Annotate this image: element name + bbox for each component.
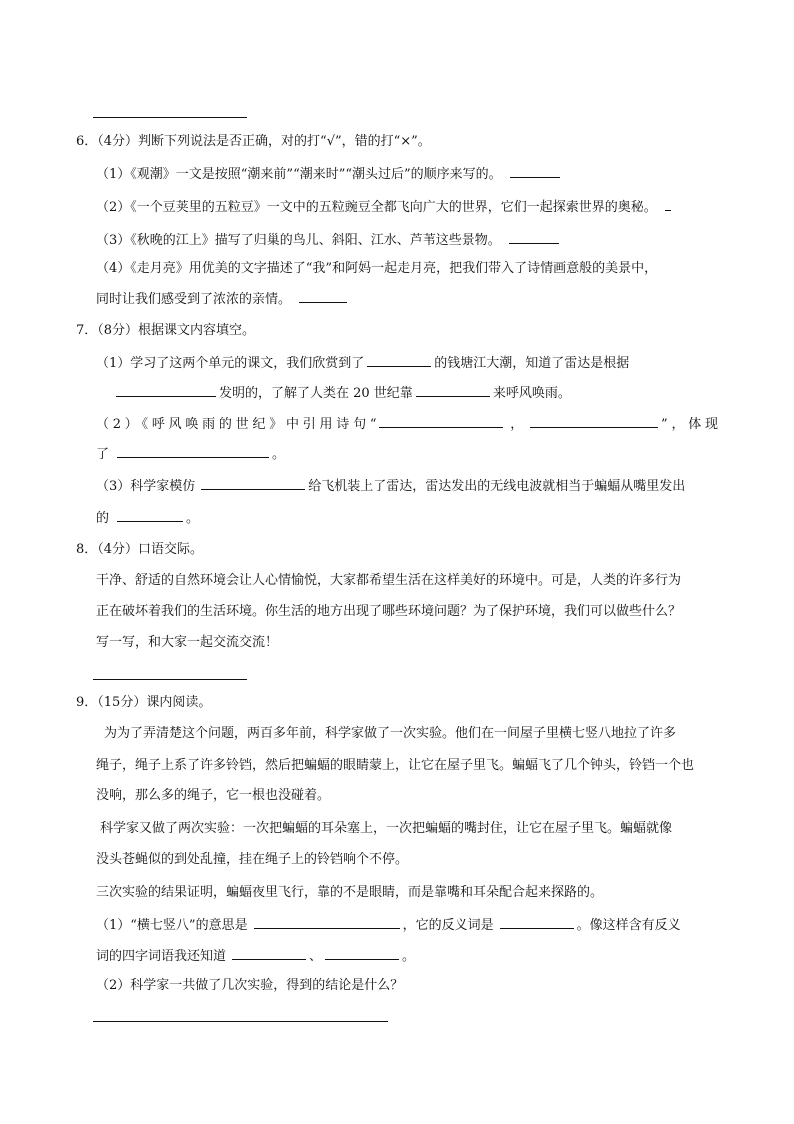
- q7-sub2-c: ”，体现: [661, 417, 718, 432]
- answer-blank[interactable]: [530, 413, 658, 428]
- q9-sub1-d: 词的四字词语我还知道: [96, 949, 227, 964]
- answer-line[interactable]: [93, 117, 247, 118]
- q7-sub2-a: （2）《呼风唤雨的世纪》中引用诗句“: [96, 417, 377, 432]
- q9-sub1-a: （1）“横七竖八”的意思是: [96, 918, 248, 933]
- q8-line-3: 写一写，和大家一起交流交流！: [96, 635, 279, 650]
- q7-sub2-b: ，: [506, 417, 528, 432]
- q7-sub3-line1: [96, 475, 685, 497]
- q7-sub3-c: 的: [96, 511, 110, 526]
- answer-blank[interactable]: [201, 475, 305, 490]
- answer-blank[interactable]: [509, 229, 559, 244]
- q9-sub1-f: 。: [402, 949, 416, 964]
- q7-sub3-a: （3）科学家模仿: [96, 479, 196, 494]
- q6-item-3-text: （3）《秋晚的江上》描写了归巢的鸟儿、斜阳、江水、芦苇这些景物。: [96, 233, 501, 248]
- q6-title: 6．（4分）判断下列说法是否正确，对的打“√”，错的打“×”。: [76, 134, 431, 149]
- q9-sub1-line1: [96, 914, 681, 936]
- answer-blank[interactable]: [665, 196, 671, 211]
- q6-item-2-text: （2）《一个豆荚里的五粒豆》一文中的五粒豌豆全都飞向广大的世界，它们一起探索世界的奥秘。: [96, 200, 657, 215]
- q6-item-4: （4）《走月亮》用优美的文字描述了“我”和阿妈一起走月亮，把我们带入了诗情画意般的美景中，: [96, 261, 658, 276]
- answer-blank[interactable]: [325, 945, 399, 960]
- q9-p1-line2: 绳子，绳子上系了许多铃铛，然后把蝙蝠的眼睛蒙上，让它在屋子里飞。蝙蝠飞了几个钟头，铃铛一个也: [96, 758, 695, 773]
- q7-sub1-line1: [96, 352, 629, 374]
- q7-sub1-d: 来呼风唤雨。: [492, 386, 571, 401]
- answer-blank[interactable]: [116, 382, 216, 397]
- q7-sub1-line2: [116, 382, 571, 404]
- q7-sub2-line1: [96, 413, 718, 435]
- q9-title: 9．（15分）课内阅读。: [76, 695, 212, 710]
- answer-blank[interactable]: [500, 914, 574, 929]
- answer-blank[interactable]: [510, 163, 560, 178]
- q7-sub3-b: 给飞机装上了雷达，雷达发出的无线电波就相当于蝙蝠从嘴里发出: [308, 479, 686, 494]
- answer-blank[interactable]: [117, 507, 183, 522]
- q9-p1-line3: 没响，那么多的绳子，它一根也没碰着。: [96, 788, 331, 803]
- q7-title: 7．（8分）根据课文内容填空。: [76, 323, 256, 338]
- q9-sub1-e: 、: [309, 949, 323, 964]
- q7-sub1-c: 发明的，了解了人类在 20 世纪靠: [219, 386, 413, 401]
- answer-blank[interactable]: [367, 352, 431, 367]
- q9-sub1-c: 。像这样含有反义: [576, 918, 681, 933]
- q6-item-4-cont: [96, 288, 350, 310]
- q9-p2-line1: 科学家又做了两次实验：一次把蝙蝠的耳朵塞上，一次把蝙蝠的嘴封住，让它在屋子里飞。蝙蝠就像: [100, 821, 673, 836]
- q8-line-1: 干净、舒适的自然环境会让人心情愉悦，大家都希望生活在这样美好的环境中。可是，人类的许多行为: [96, 573, 682, 588]
- answer-line[interactable]: [93, 1021, 388, 1022]
- q9-p2-line2: 没头苍蝇似的到处乱撞，挂在绳子上的铃铛响个不停。: [96, 852, 409, 867]
- q7-sub3-d: 。: [186, 511, 200, 526]
- q9-p1-line1: 为为了弄清楚这个问题，两百多年前，科学家做了一次实验。他们在一间屋子里横七竖八地拉了许多: [104, 726, 677, 741]
- answer-blank[interactable]: [416, 382, 490, 397]
- q7-sub3-line2: [96, 507, 199, 529]
- q9-sub1-b: ，它的反义词是: [402, 918, 494, 933]
- q7-sub2-line2: [96, 443, 285, 465]
- q7-sub1-b: 的钱塘江大潮，知道了雷达是根据: [434, 356, 630, 371]
- answer-blank[interactable]: [117, 443, 269, 458]
- q6-item-3: [96, 229, 562, 251]
- q9-sub1-line2: [96, 945, 415, 967]
- q6-item-4-cont-text: 同时让我们感受到了浓浓的亲情。: [96, 292, 292, 307]
- q6-item-1: [96, 163, 563, 185]
- q6-item-2: [96, 196, 674, 218]
- answer-blank[interactable]: [299, 288, 347, 303]
- q8-line-2: 正在破坏着我们的生活环境。你生活的地方出现了哪些环境问题？为了保护环境，我们可以做些什么？: [96, 604, 682, 619]
- q6-item-1-text: （1）《观潮》一文是按照“潮来前”“潮来时”“潮头过后”的顺序来写的。: [96, 167, 502, 182]
- answer-line[interactable]: [93, 679, 247, 680]
- q9-sub2: （2）科学家一共做了几次实验，得到的结论是什么？: [96, 978, 404, 993]
- q7-sub2-e: 。: [272, 447, 286, 462]
- q9-p3: 三次实验的结果证明，蝙蝠夜里飞行，靠的不是眼睛，而是靠嘴和耳朵配合起来探路的。: [96, 885, 604, 900]
- q7-sub2-d: 了: [96, 447, 110, 462]
- q8-title: 8．（4分）口语交际。: [76, 542, 204, 557]
- answer-blank[interactable]: [254, 914, 400, 929]
- q7-sub1-a: （1）学习了这两个单元的课文，我们欣赏到了: [96, 356, 365, 371]
- answer-blank[interactable]: [232, 945, 306, 960]
- answer-blank[interactable]: [379, 413, 503, 428]
